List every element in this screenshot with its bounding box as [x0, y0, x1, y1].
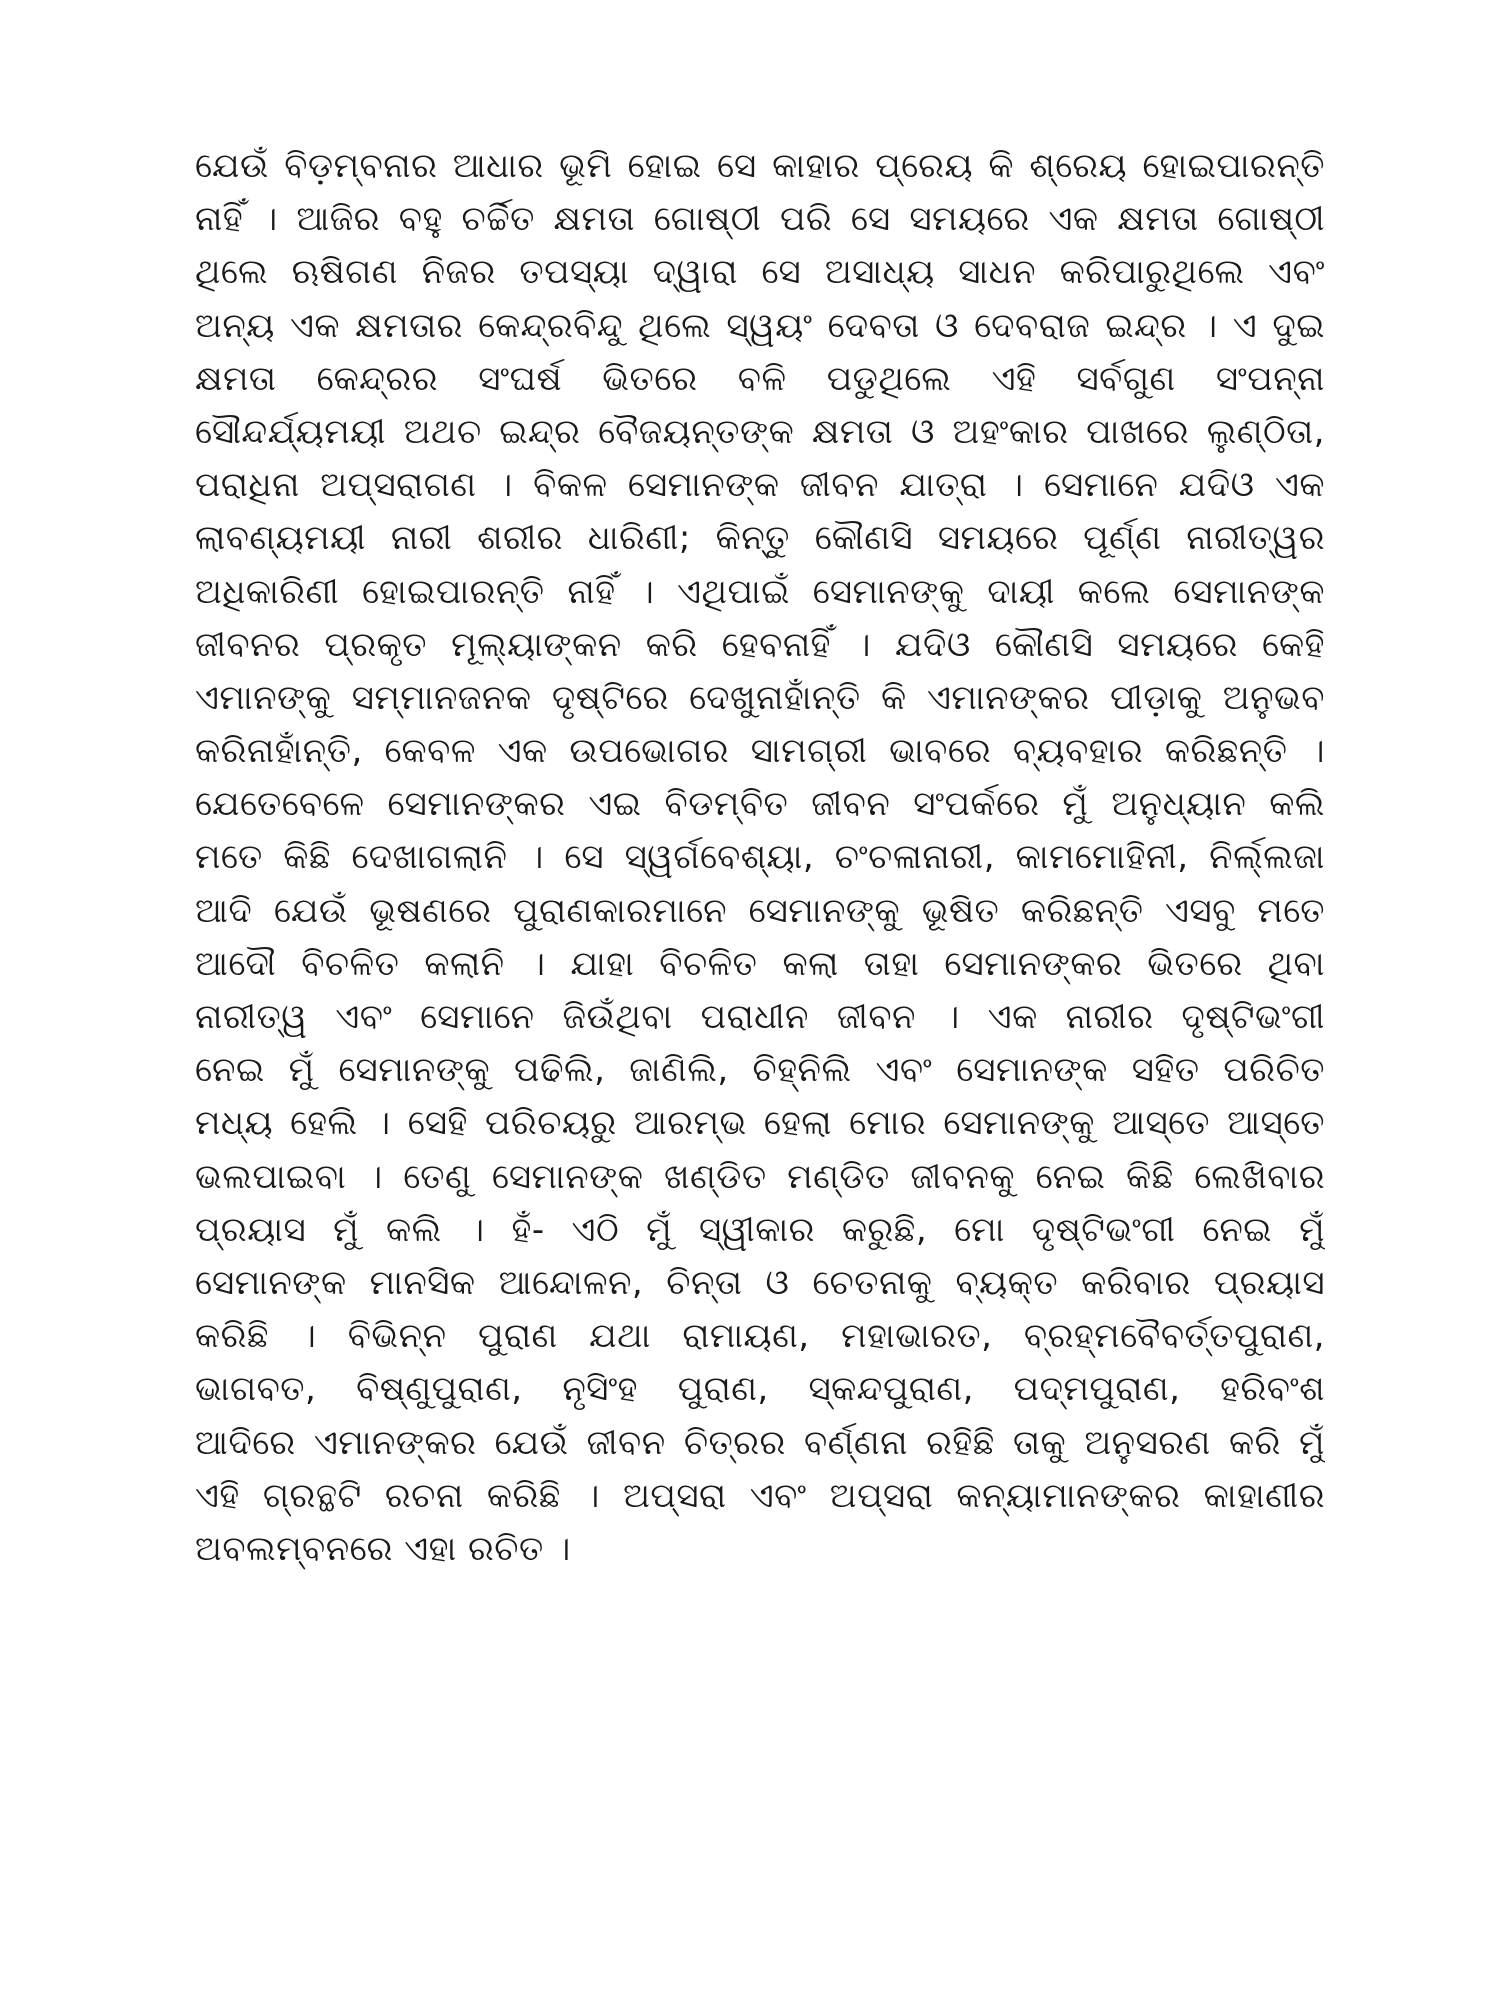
body-paragraph [195, 140, 1325, 1576]
text-line: ପ୍ରୟାସ ମୁଁ କଲି । ହଁ- ଏଠି ମୁଁ ସ୍ୱୀକାର କରୁଛି, ମୋ ଦୃଷ୍ଟିଭଂଗୀ ନେଇ ମୁଁ [195, 1209, 1325, 1250]
text-line: ନାହିଁ । ଆଜିର ବହୁ ଚର୍ଚ୍ଚିତ କ୍ଷମତା ଗୋଷ୍ଠୀ ପରି ସେ ସମୟରେ ଏକ କ୍ଷମତା ଗୋଷ୍ଠୀ [195, 199, 1325, 240]
text-line: ଅନ୍ୟ ଏକ କ୍ଷମତାର କେନ୍ଦ୍ରବିନ୍ଦୁ ଥିଲେ ସ୍ୱୟଂ ଦେବତା ଓ ଦେବରାଜ ଇନ୍ଦ୍ର । ଏ ଦୁଇ [195, 305, 1325, 346]
text-line: ଯେତେବେଳେ ସେମାନଙ୍କର ଏଇ ବିଡମ୍ବିତ ଜୀବନ ସଂପର୍କରେ ମୁଁ ଅନୁଧ୍ୟାନ କଲି [195, 784, 1325, 825]
text-line: ଏହି ଗ୍ରନ୍ଥଟି ରଚନା କରିଛି । ଅପ୍ସରା ଏବଂ ଅପ୍ସରା କନ୍ୟାମାନଙ୍କର କାହାଣୀର [195, 1475, 1325, 1516]
text-line: ଆଦି ଯେଉଁ ଭୂଷଣରେ ପୁରାଣକାରମାନେ ସେମାନଙ୍କୁ ଭୂଷିତ କରିଛନ୍ତି ଏସବୁ ମତେ [195, 890, 1325, 931]
text-line: ଥିଲେ ଋଷିଗଣ ନିଜର ତପସ୍ୟା ଦ୍ୱାରା ସେ ଅସାଧ୍ୟ ସାଧନ କରିପାରୁଥିଲେ ଏବଂ [195, 252, 1325, 293]
text-line: ନାରୀତ୍ୱ ଏବଂ ସେମାନେ ଜିଉଁଥିବା ପରାଧୀନ ଜୀବନ । ଏକ ନାରୀର ଦୃଷ୍ଟିଭଂଗୀ [195, 997, 1325, 1037]
text-line: ଲାବଣ୍ୟମୟୀ ନାରୀ ଶରୀର ଧାରିଣୀ; କିନ୍ତୁ କୌଣସି ସମୟରେ ପୂର୍ଣ୍ଣ ନାରୀତ୍ୱର [195, 518, 1325, 559]
text-line: ପରାଧିନା ଅପ୍ସରାଗଣ । ବିକଳ ସେମାନଙ୍କ ଜୀବନ ଯାତ୍ରା । ସେମାନେ ଯଦିଓ ଏକ [195, 465, 1325, 506]
text-line: ଭାଗବତ, ବିଷ୍ଣୁପୁରାଣ, ନୃସିଂହ ପୁରାଣ, ସ୍କନ୍ଦପୁରାଣ, ପଦ୍ମପୁରାଣ, ହରିବଂଶ [195, 1369, 1325, 1410]
text-line: ମତେ କିଛି ଦେଖାଗଲାନି । ସେ ସ୍ୱର୍ଗବେଶ୍ୟା, ଚଂଚଳାନାରୀ, କାମମୋହିନୀ, ନିର୍ଲ୍ଲଜା [195, 837, 1325, 878]
text-line: ଯେଉଁ ବିଡ଼ମ୍ବନାର ଆଧାର ଭୂମି ହୋଇ ସେ କାହାର ପ୍ରେୟ କି ଶ୍ରେୟ ହୋଇପାରନ୍ତି [195, 146, 1325, 186]
text-line: ଆଦୌ ବିଚଳିତ କଲାନି । ଯାହା ବିଚଳିତ କଲା ତାହା ସେମାନଙ୍କର ଭିତରେ ଥିବା [195, 943, 1325, 984]
text-line: ଆଦିରେ ଏମାନଙ୍କର ଯେଉଁ ଜୀବନ ଚିତ୍ରର ବର୍ଣ୍ଣନା ରହିଛି ତାକୁ ଅନୁସରଣ କରି ମୁଁ [195, 1422, 1325, 1463]
text-line: ମଧ୍ୟ ହେଲି । ସେହି ପରିଚୟରୁ ଆରମ୍ଭ ହେଲା ମୋର ସେମାନଙ୍କୁ ଆସ୍ତେ ଆସ୍ତେ [195, 1103, 1325, 1144]
text-line: କ୍ଷମତା କେନ୍ଦ୍ରର ସଂଘର୍ଷ ଭିତରେ ବଳି ପଡୁଥିଲେ ଏହି ସର୍ବଗୁଣ ସଂପନ୍ନା [195, 358, 1325, 399]
text-line-last: ଅବଲମ୍ବନରେ ଏହା ରଚିତ । [195, 1528, 571, 1569]
text-line: କରିଛି । ବିଭିନ୍ନ ପୁରାଣ ଯଥା ରାମାୟଣ, ମହାଭାରତ, ବ୍ରହ୍ମବୈବର୍ତ୍ତପୁରାଣ, [195, 1316, 1325, 1357]
text-line: ସେମାନଙ୍କ ମାନସିକ ଆନ୍ଦୋଳନ, ଚିନ୍ତା ଓ ଚେତନାକୁ ବ୍ୟକ୍ତ କରିବାର ପ୍ରୟାସ [195, 1262, 1325, 1303]
text-line: ଜୀବନର ପ୍ରକୃତ ମୂଲ୍ୟାଙ୍କନ କରି ହେବନାହିଁ । ଯଦିଓ କୌଣସି ସମୟରେ କେହି [195, 624, 1325, 665]
text-line: ନେଇ ମୁଁ ସେମାନଙ୍କୁ ପଢିଲି, ଜାଣିଲି, ଚିହ୍ନିଲି ଏବଂ ସେମାନଙ୍କ ସହିତ ପରିଚିତ [195, 1050, 1325, 1091]
text-line: ସୌନ୍ଦର୍ଯ୍ୟମୟୀ ଅଥଚ ଇନ୍ଦ୍ର ବୈଜୟନ୍ତଙ୍କ କ୍ଷମତା ଓ ଅହଂକାର ପାଖରେ ଲୁଣ୍ଠିତା, [195, 411, 1325, 452]
text-line: ଅଧିକାରିଣୀ ହୋଇପାରନ୍ତି ନାହିଁ । ଏଥିପାଇଁ ସେମାନଙ୍କୁ ଦାୟୀ କଲେ ସେମାନଙ୍କ [195, 571, 1325, 612]
text-line: କରିନାହାଁନ୍ତି, କେବଳ ଏକ ଉପଭୋଗର ସାମଗ୍ରୀ ଭାବରେ ବ୍ୟବହାର କରିଛନ୍ତି । [195, 731, 1325, 772]
text-line: ଏମାନଙ୍କୁ ସମ୍ମାନଜନକ ଦୃଷ୍ଟିରେ ଦେଖୁନାହାଁନ୍ତି କି ଏମାନଙ୍କର ପୀଡ଼ାକୁ ଅନୁଭବ [195, 677, 1325, 718]
text-line: ଭଲପାଇବା । ତେଣୁ ସେମାନଙ୍କ ଖଣ୍ଡିତ ମଣ୍ଡିତ ଜୀବନକୁ ନେଇ କିଛି ଲେଖିବାର [195, 1156, 1325, 1197]
